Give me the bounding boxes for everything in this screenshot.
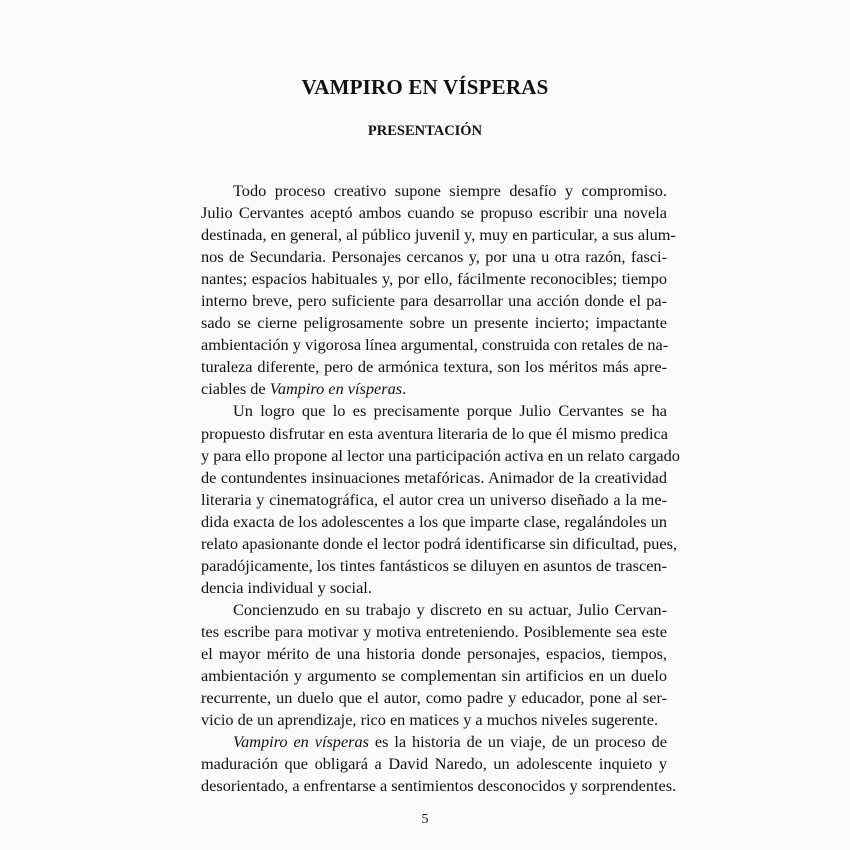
text-run: ciables de (201, 379, 270, 399)
text-line (201, 731, 667, 753)
text-line: propuesto disfrutar en esta aventura literaria de lo que él mismo predica (201, 423, 669, 443)
page-title: VAMPIRO EN VÍSPERAS (301, 75, 549, 99)
book-title-italic: Vampiro en vísperas (269, 379, 403, 399)
book-title-italic: Vampiro en vísperas (233, 732, 369, 752)
text-line: Todo proceso creativo supone siempre desafío y compromiso. (233, 181, 667, 200)
text-line: sado se cierne peligrosamente sobre un presente incierto; impactante (201, 313, 667, 333)
text-line: y para ello propone al lector una participación activa en un relato cargado (201, 445, 680, 465)
text-line: el mayor mérito de una historia donde personajes, espacios, tiempos, (201, 643, 667, 663)
text-line: interno breve, pero suficiente para desarrollar una acción donde el pa- (201, 291, 667, 311)
text-line: literaria y cinematográfica, el autor crea un universo diseñado a la me- (201, 489, 667, 509)
text-line: ambientación y argumento se complementan sin artificios en un duelo (201, 666, 667, 686)
body-text (201, 180, 680, 797)
text-line: tes escribe para motivar y motiva entreteniendo. Posiblemente sea este (201, 621, 667, 641)
text-line: dencia individual y social. (201, 577, 372, 597)
section-heading: PRESENTACIÓN (367, 123, 483, 139)
text-line: turaleza diferente, pero de armónica textura, son los méritos más apre- (201, 357, 667, 377)
text-line: dida exacta de los adolescentes a los que imparte clase, regalándoles un (201, 511, 667, 531)
text-line: relato apasionante donde el lector podrá identificarse sin dificultad, pues, (201, 533, 678, 553)
text-line: nos de Secundaria. Personajes cercanos y, por una u otra razón, fasci- (201, 247, 667, 267)
text-line: Concienzudo en su trabajo y discreto en su actuar, Julio Cervan- (233, 599, 667, 619)
page-number: 5 (421, 812, 429, 827)
text-line: desorientado, a enfrentarse a sentimientos desconocidos y sorprendentes. (201, 776, 677, 796)
text-line: Julio Cervantes aceptó ambos cuando se propuso escribir una novela (201, 203, 667, 223)
text-line: destinada, en general, al público juvenil y, muy en particular, a sus alum- (201, 225, 676, 245)
text-run: . (402, 379, 407, 399)
text-line: nantes; espacios habituales y, por ello, fácilmente reconocibles; tiempo (201, 269, 667, 289)
text-line (201, 378, 667, 400)
text-line: vicio de un aprendizaje, rico en matices y a muchos niveles sugerente. (201, 710, 659, 730)
text-line: de contundentes insinuaciones metafóricas. Animador de la creatividad (201, 467, 667, 487)
text-run: es la historia de un viaje, de un proceso de (368, 732, 667, 752)
text-line: recurrente, un duelo que el autor, como padre y educador, pone al ser- (201, 688, 667, 708)
text-line: ambientación y vigorosa línea argumental, construida con retales de na- (201, 335, 669, 355)
text-line: Un logro que lo es precisamente porque Julio Cervantes se ha (233, 401, 667, 421)
text-line: maduración que obligará a David Naredo, un adolescente inquieto y (201, 754, 667, 774)
text-line: paradójicamente, los tintes fantásticos se diluyen en asuntos de trascen- (201, 555, 667, 575)
